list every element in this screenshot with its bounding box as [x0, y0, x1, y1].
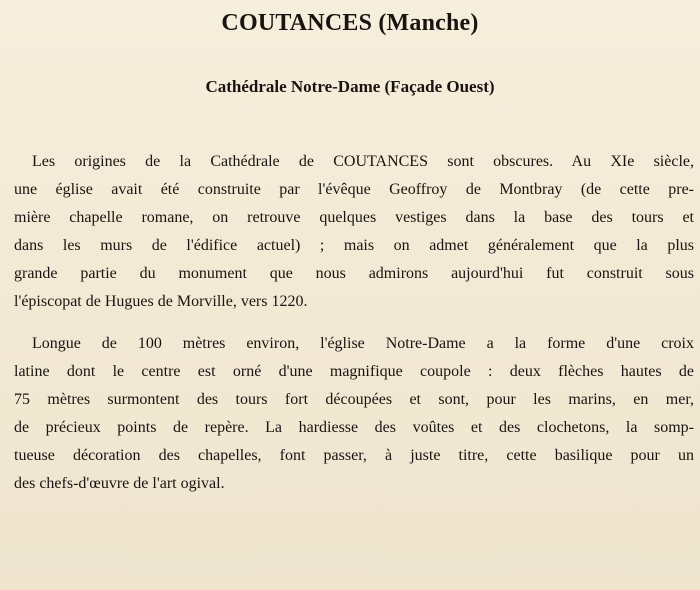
paragraph-line: dans les murs de l'édifice actuel) ; mais on admet généralement que la plus: [14, 237, 694, 254]
paragraph-line: latine dont le centre est orné d'une magnifique coupole : deux flèches hautes de: [14, 363, 694, 380]
paragraph-line: tueuse décoration des chapelles, font passer, à juste titre, cette basilique pour un: [14, 447, 694, 464]
page-subtitle: Cathédrale Notre-Dame (Façade Ouest): [205, 77, 495, 96]
paragraph-line: l'épiscopat de Hugues de Morville, vers 1220.: [14, 293, 308, 310]
paragraph-line: 75 mètres surmontent des tours fort découpées et sont, pour les marins, en mer,: [14, 391, 694, 408]
paragraph-line: mière chapelle romane, on retrouve quelques vestiges dans la base des tours et: [14, 209, 694, 226]
paragraph-line: une église avait été construite par l'évêque Geoffroy de Montbray (de cette pre-: [14, 181, 694, 198]
paragraph-gap: [14, 316, 694, 330]
body-text: [14, 148, 694, 498]
paragraph-line: de précieux points de repère. La hardiesse des voûtes et des clochetons, la somp-: [14, 419, 694, 436]
paragraph-2: [14, 330, 694, 498]
paragraph-line: Longue de 100 mètres environ, l'église Notre-Dame a la forme d'une croix: [32, 335, 694, 352]
paragraph-line: des chefs-d'œuvre de l'art ogival.: [14, 475, 225, 492]
page-title: COUTANCES (Manche): [221, 10, 479, 36]
paragraph-line: Les origines de la Cathédrale de COUTANCES sont obscures. Au XIe siècle,: [32, 153, 694, 170]
paragraph-line: grande partie du monument que nous admirons aujourd'hui fut construit sous: [14, 265, 694, 282]
paragraph-1: [14, 148, 694, 316]
